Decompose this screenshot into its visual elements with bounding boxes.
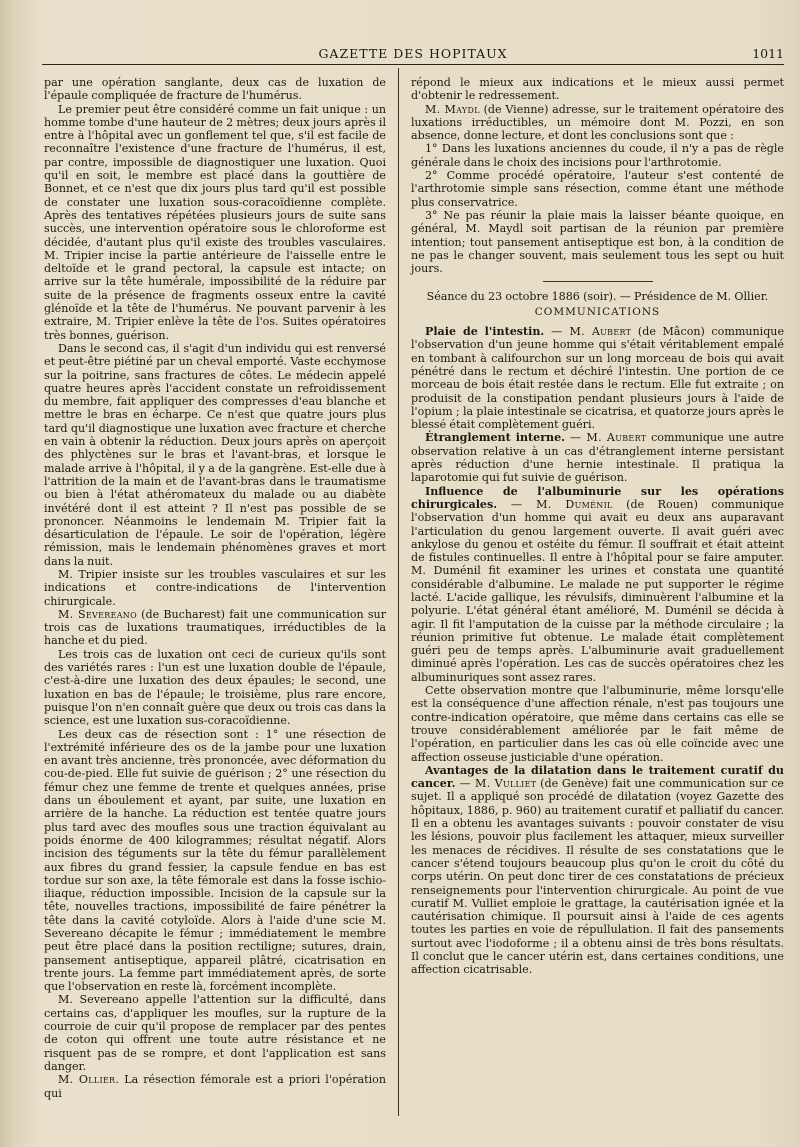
paragraph: [411, 325, 784, 431]
paragraph: [44, 568, 386, 608]
paragraph-text: (de Vienne) adresse, sur le traitement opératoire des luxations irréductibles, un mémoire dont M. Pozzi, en son absence, donne lecture, et dont les conclusions sont que :: [411, 102, 785, 143]
paragraph-subject: Avantages de la dilatation dans le traitement curatif du cancer.: [411, 763, 784, 791]
paragraph: [411, 103, 784, 143]
speaker-name: M. Maydl: [425, 102, 480, 116]
paragraph-text: 2° Comme procédé opératoire, l'auteur s'est contenté de l'arthrotomie simple sans résection, comme étant une méthode plus conservatrice.: [411, 169, 784, 209]
paragraph-text: M. Tripier insiste sur les troubles vasculaires et sur les indications et contre-indications de l'intervention chirurgicale.: [44, 567, 386, 608]
paragraph: [44, 1073, 386, 1100]
page-number: 1011: [752, 46, 784, 61]
right-column-bottom: [411, 325, 784, 977]
paragraph: [44, 342, 386, 568]
paragraph-text: M. Severeano appelle l'attention sur la difficulté, dans certains cas, d'appliquer les moufles, sur la rupture de la courroie de cuir qu'il propose de remplacer par des pentes de coton qui offrent une toute autre résistance et ne risquent pas de se rompre, et dont l'application est sans danger.: [44, 993, 386, 1073]
speaker-name: — M. Duménil: [497, 497, 613, 511]
paragraph-text: Les trois cas de luxation ont ceci de curieux qu'ils sont des variétés rares : l'un est une luxation double de l'épaule, c'est-à-dire une luxation des deux épaules; le second, une luxation en bas de l'épaule; le troisième, plus rare encore, puisque l'on n'en connaît guère que deux ou trois cas dans la science, est une luxation sus-coracoïdienne.: [44, 647, 386, 728]
speaker-name: — M. Aubert: [544, 325, 632, 339]
paragraph: [44, 608, 386, 648]
paragraph-subject: Influence de l'albuminurie sur les opérations chirurgicales.: [411, 484, 784, 511]
paragraph-text: communique une autre observation relative à un cas d'étranglement interne persistant après réduction d'une hernie intestinale. Il pratiqua la laparotomie qui fut suivie de guérison.: [411, 431, 784, 485]
paragraph: [411, 209, 784, 275]
column-divider: [398, 68, 399, 1116]
paragraph: [411, 169, 784, 209]
paragraph: [44, 993, 386, 1073]
paragraph-text: répond le mieux aux indications et le mieux aussi permet d'obtenir le redressement.: [411, 76, 784, 103]
paragraph: [411, 485, 784, 684]
right-column-top: [411, 76, 784, 275]
paragraph: [411, 76, 784, 103]
paragraph-text: La résection fémorale est a priori l'opération qui: [44, 1073, 387, 1100]
paragraph-subject: Plaie de l'intestin.: [425, 325, 545, 339]
paragraph-text: (de Bucharest) fait une communication sur trois cas de luxations traumatiques, irréductibles de la hanche et du pied.: [44, 607, 387, 648]
paragraph-text: Cette observation montre que l'albuminurie, même lorsqu'elle est la conséquence d'une affection rénale, n'est pas toujours une contre-indication opératoire, que même dans certains cas elle se trouve considérablement améliorée par le fait même de l'opération, en particulier dans les cas où elle coïncide avec une affection osseuse justiciable d'une opération.: [411, 684, 784, 764]
paragraph: [411, 431, 784, 484]
paragraph-text: Le premier peut être considéré comme un fait unique : un homme tombe d'une hauteur de 2 mètres; deux jours après il entre à l'hôpital avec un gonflement tel que, s'il est facile de reconnaître l'existence d'une fracture de l'humérus, il est, par contre, impossible de diagnostiquer une luxation. Quoi qu'il en soit, le membre est placé dans la gouttière de Bonnet, et ce n'est que dix jours plus tard qu'il est possible de constater une luxation sous-coracoïdienne complète. Après des tentatives répétées plusieurs jours de suite sans succès, une intervention opératoire sous le chloroforme est décidée, d'autant plus qu'il existe des troubles vasculaires. M. Tripier incise la partie antérieure de l'aisselle entre le deltoïde et le grand pectoral, la capsule est intacte; on arrive sur la tête humérale, impossibilité de la réduire par suite de la présence de fragments osseux entre la cavité glénoïde et la tête de l'humérus. Ne pouvant parvenir à les extraire, M. Tripier enlève la tête de l'os. Suites opératoires très bonnes, guérison.: [44, 102, 386, 342]
paragraph: [44, 728, 386, 994]
paragraph: [44, 648, 386, 728]
left-column: [44, 76, 386, 1100]
paragraph-text: (de Genève) fait une communication sur ce sujet. Il a appliqué son procédé de dilatation (voyez Gazette des hôpitaux, 1886, p. 960) au traitement curatif et palliatif du cancer. Il en a obtenu les avantages suivants : pouvoir constater de visu les lésions, pouvoir plus facilement les attaquer, mieux surveiller les menaces de récidives. Il résulte de ses constatations que le cancer s'étend toujours beaucoup plus qu'on le croit du côté du corps utérin. On peut donc tirer de ces constatations de précieux renseignements pour l'intervention chirurgicale. Au point de vue curatif M. Vulliet emploie le grattage, la cautérisation ignée et la cautérisation chimique. Il poursuit ainsi à l'aide de ces agents toutes les parties en voie de répullulation. Il fait des pansements surtout avec l'iodoforme ; il a obtenu ainsi de très bons résultats. Il conclut que le cancer utérin est, dans certaines conditions, une affection cicatrisable.: [411, 777, 784, 977]
paragraph: [411, 684, 784, 764]
paragraph: [44, 103, 386, 342]
speaker-name: M. Severeano: [58, 607, 137, 621]
paragraph-text: 1° Dans les luxations anciennes du coude, il n'y a pas de règle générale dans le choix des incisions pour l'arthrotomie.: [411, 142, 784, 169]
paragraph-text: Les deux cas de résection sont : 1° une résection de l'extrémité inférieure des os de la jambe pour une luxation en avant très ancienne, très prononcée, avec déformation du cou-de-pied. Elle fut suivie de guérison ; 2° une résection du fémur chez une femme de trente et quelques années, prise dans un éboulement et ayant, par suite, une luxation en arrière de la hanche. La réduction est tentée quatre jours plus tard avec des moufles sous une traction équivalant au poids énorme de 400 kilogrammes; résultat négatif. Alors incision des téguments sur la tête du fémur parallèlement aux fibres du grand fessier, la capsule fendue en bas est tordue sur son axe, la tête fémorale est dans la fosse ischio-iliaque, réduction impossible. Incision de la capsule sur la tête, nouvelles tractions, impossibilité de faire pénétrer la tête dans la cavité cotyloïde. Alors à l'aide d'une scie M. Severeano décapite le fémur ; immédiatement le membre peut être placé dans la position rectiligne; sutures, drain, pansement antiseptique, appareil plâtré, cicatrisation en trente jours. La femme part immédiatement après, de sorte que l'observation en reste là, forcément incomplète.: [44, 727, 386, 994]
paragraph-text: Dans le second cas, il s'agit d'un individu qui est renversé et peut-être piétiné par un cheval emporté. Vaste ecchymose sur la poitrine, sans fractures de côtes. Le médecin appelé quatre heures après l'accident constate un refroidissement du membre, fait appliquer des compresses d'eau blanche et mettre le bras en écharpe. Ce n'est que quatre jours plus tard qu'il diagnostique une luxation avec fracture et cherche en vain à obtenir la réduction. Deux jours après on aperçoit des phlyctènes sur le bras et l'avant-bras, et lorsque le malade arrive à l'hôpital, il y a de la gangrène. Est-elle due à l'attrition de la main et de l'avant-bras dans le traumatisme ou bien à l'état athéromateux du malade ou au diabète invétéré dont il est atteint ? Il n'est pas possible de se prononcer. Néanmoins le lendemain M. Tripier fait la désarticulation de l'épaule. Le soir de l'opération, légère rémission, mais le lendemain phénomènes graves et mort dans la nuit.: [44, 341, 386, 568]
paragraph-text: (de Rouen) communique l'observation d'un homme qui avait eu deux ans auparavant l'articulation du genou largement ouverte. Il avait guéri avec ankylose du genou et ostéite du fémur. Il souffrait et était atteint de fistules continuelles. Il entre à l'hôpital pour se faire amputer. M. Duménil fit examiner les urines et constata une quantité considérable d'albumine. Le malade ne put supporter le régime lacté. L'acide gallique, les révulsifs, diminuèrent l'albumine et la polyurie. L'état général étant amélioré, M. Duménil se décida à agir. Il fit l'amputation de la cuisse par la méthode circulaire ; la réunion primitive fut obtenue. Le malade était complètement guéri peu de temps après. L'albuminurie avait graduellement diminué après l'opération. Les cas de succès opératoires chez les albuminuriques sont assez rares.: [411, 497, 784, 684]
paragraph-text: par une opération sanglante, deux cas de luxation de l'épaule compliquée de fracture de l'humérus.: [44, 76, 386, 103]
section-divider: [543, 281, 653, 282]
paragraph-subject: Étranglement interne.: [425, 431, 566, 445]
masthead-title: GAZETTE DES HOPITAUX: [318, 46, 508, 61]
page-header: [42, 40, 784, 65]
section-heading: COMMUNICATIONS: [534, 305, 661, 318]
session-line: Séance du 23 octobre 1886 (soir). — Présidence de M. Ollier.: [426, 290, 769, 304]
right-column: [411, 76, 784, 977]
paragraph-text: 3° Ne pas réunir la plaie mais la laisser béante quoique, en général, M. Maydl soit partisan de la réunion par première intention; tout pansement antiseptique est bon, à la condition de ne pas le changer souvent, mais seulement tous les sept ou huit jours.: [411, 208, 784, 276]
speaker-name: — M. Aubert: [565, 431, 647, 445]
speaker-name: — M. Vulliet: [455, 777, 537, 791]
paragraph: [411, 142, 784, 169]
paragraph-text: (de Mâcon) communique l'observation d'un jeune homme qui s'était véritablement empalé en tombant à califourchon sur un long morceau de bois qui avait pénétré dans le rectum et déchiré l'intestin. Une portion de ce morceau de bois était restée dans le rectum. Elle fut extraite ; on produisit de la constipation pendant plusieurs jours à l'aide de l'opium ; la plaie intestinale se cicatrisa, et quatorze jours après le blessé était complètement guéri.: [411, 325, 785, 432]
paragraph: [411, 764, 784, 977]
paragraph: [44, 76, 386, 103]
speaker-name: M. Ollier.: [58, 1073, 120, 1087]
